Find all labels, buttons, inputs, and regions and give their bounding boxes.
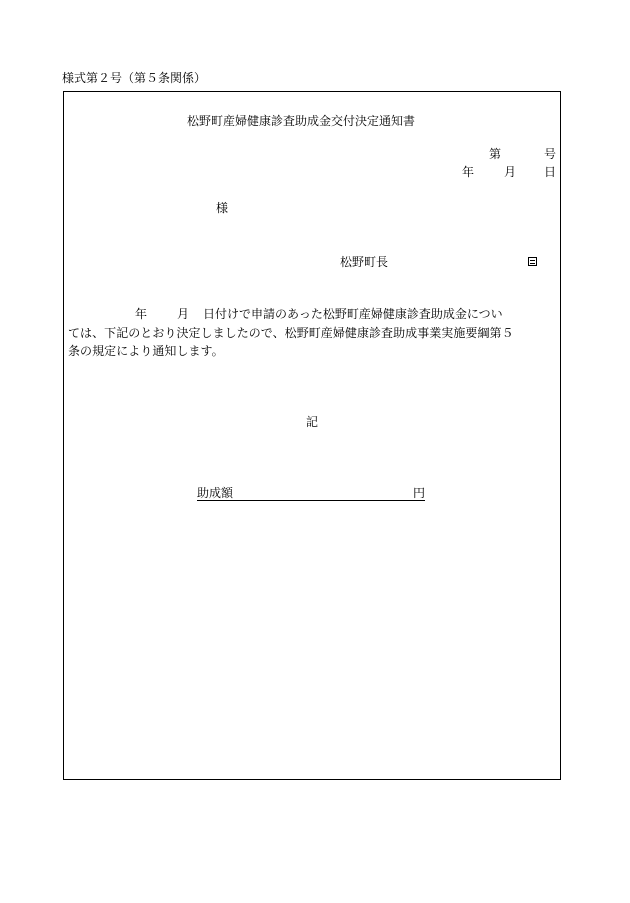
- amount-unit: 円: [413, 486, 426, 500]
- body-month: 月: [177, 307, 190, 321]
- document-title: 松野町産婦健康診査助成金交付決定通知書: [187, 114, 416, 128]
- issuer-name: 松野町長: [340, 255, 389, 269]
- seal-mark: [528, 257, 537, 266]
- amount-label: 助成額: [197, 486, 234, 500]
- form-label: 様式第２号（第５条関係）: [62, 71, 207, 85]
- body-line3: 条の規定により通知します。: [68, 344, 224, 358]
- ki-heading: 記: [306, 415, 319, 429]
- number-go: 号: [544, 147, 557, 161]
- date-year: 年: [462, 165, 475, 179]
- date-day: 日: [544, 165, 557, 179]
- body-year: 年: [135, 307, 148, 321]
- document-frame: [63, 91, 561, 780]
- addressee-suffix: 様: [216, 201, 229, 215]
- body-line2: ては、下記のとおり決定しましたので、松野町産婦健康診査助成事業実施要綱第５: [68, 326, 514, 340]
- date-month: 月: [504, 165, 517, 179]
- number-dai: 第: [489, 147, 502, 161]
- body-line1: 日付けで申請のあった松野町産婦健康診査助成金につい: [203, 307, 503, 321]
